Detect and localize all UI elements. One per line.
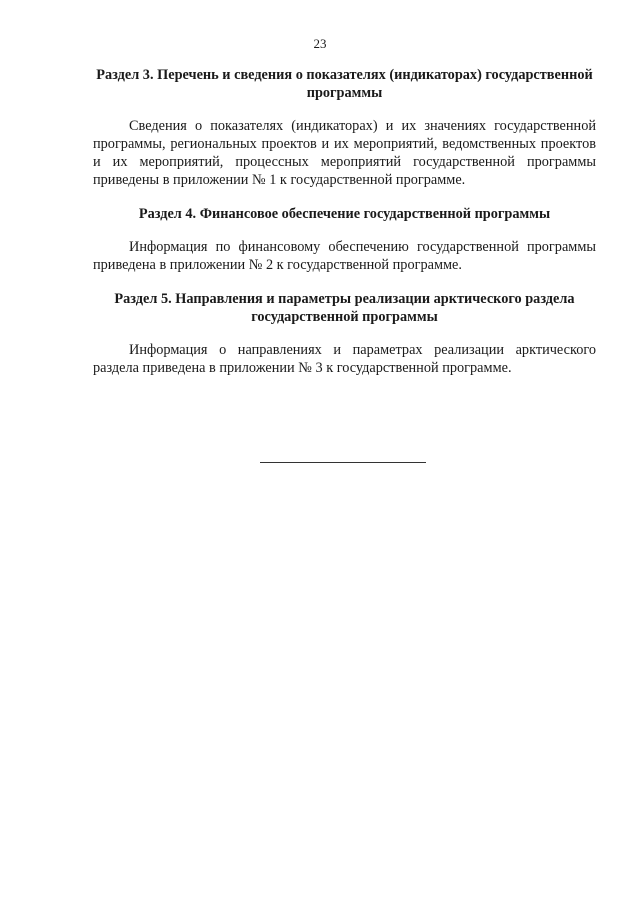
section-3-heading: Раздел 3. Перечень и сведения о показателях (индикаторах) государственной программы bbox=[96, 67, 593, 101]
section-4-paragraph: Информация по финансовому обеспечению государственной программы приведена в приложении № 2 к государственной программе. bbox=[93, 239, 596, 273]
section-5-paragraph: Информация о направлениях и параметрах реализации арктического раздела приведена в приложении № 3 к государственной программе. bbox=[93, 342, 596, 376]
section-4 bbox=[93, 205, 596, 274]
page-number: 23 bbox=[313, 36, 327, 51]
section-4-heading: Раздел 4. Финансовое обеспечение государственной программы bbox=[138, 206, 551, 222]
section-5 bbox=[93, 290, 596, 377]
end-divider-line bbox=[260, 462, 426, 463]
section-3 bbox=[93, 66, 596, 189]
section-5-heading: Раздел 5. Направления и параметры реализации арктического раздела государственной программы bbox=[114, 291, 575, 325]
section-3-paragraph: Сведения о показателях (индикаторах) и их значениях государственной программы, региональных проектов и их мероприятий, ведомственных проектов и их мероприятий, процессных мероприятий государственной программы приведены в приложении № 1 к государственной программе. bbox=[93, 118, 596, 188]
document-body bbox=[93, 66, 596, 377]
